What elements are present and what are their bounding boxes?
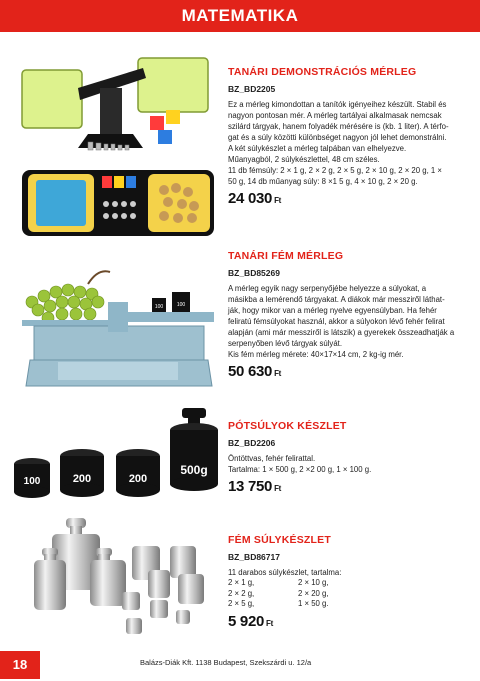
description-line: Kis fém mérleg mérete: 40×17×14 cm, 2 kg-ig mér. bbox=[228, 350, 404, 359]
cast-iron-weights-image bbox=[10, 404, 220, 504]
description-line: A mérleg egyik nagy serpenyőjébe helyezze a súlyokat, a bbox=[228, 284, 427, 293]
product-spare-weights bbox=[228, 420, 468, 495]
section-header bbox=[0, 0, 480, 32]
description-line: Tartalma: 1 × 500 g, 2 ×2 00 g, 1 × 100 g. bbox=[228, 465, 372, 474]
weight-label: 500g bbox=[180, 463, 208, 477]
product-title: FÉM SÚLYKÉSZLET bbox=[228, 534, 331, 546]
contents-item: 2 × 20 g, bbox=[298, 588, 329, 598]
contents-item: 1 × 50 g. bbox=[298, 599, 329, 608]
product-price bbox=[228, 363, 468, 380]
weight-label: 200 bbox=[128, 473, 148, 485]
price-currency: Ft bbox=[274, 369, 282, 378]
price-value: 5 920 bbox=[228, 612, 265, 630]
demonstration-balance-image bbox=[18, 48, 218, 238]
product-title: TANÁRI FÉM MÉRLEG bbox=[228, 250, 344, 262]
product-price bbox=[228, 478, 468, 495]
description-line: alapján (ami már messziről is látszik) a gyerekek összeadhatják a bbox=[228, 328, 455, 337]
product-code: BZ_BD86717 bbox=[228, 552, 280, 562]
product-code: BZ_BD2205 bbox=[228, 84, 276, 94]
contents-item: 2 × 1 g, bbox=[228, 578, 255, 587]
contents-list bbox=[228, 578, 468, 610]
description-line: másikba a lemérendő tárgyakat. A diákok már messziről láthat- bbox=[228, 295, 445, 304]
product-description bbox=[228, 453, 468, 475]
product-metal-balance bbox=[228, 250, 468, 380]
contents-item: 2 × 5 g, bbox=[228, 599, 255, 608]
description-line: feliratú fémsúlyokat használ, akkor a súlyokon lévő fehér felirat bbox=[228, 317, 445, 326]
weight-label: 200 bbox=[72, 473, 92, 485]
page-number: 18 bbox=[0, 651, 40, 679]
description-line: Műanyagból, 2 súlykészlettel, 48 cm széles. bbox=[228, 155, 380, 164]
description-line: nagyon pontosan mér. A mérleg tartályai alkalmasak nemcsak bbox=[228, 111, 442, 120]
description-line: 50 g, 14 db műanyag súly: 8 ×1 5 g, 4 × 10 g, 2 × 20 g. bbox=[228, 177, 418, 186]
product-description bbox=[228, 567, 468, 578]
price-value: 50 630 bbox=[228, 363, 273, 380]
metal-weight-set-image bbox=[30, 514, 220, 642]
contents-item: 2 × 10 g, bbox=[298, 578, 329, 587]
pan-weight-label: 100 bbox=[154, 304, 164, 310]
weight-label: 100 bbox=[23, 476, 41, 487]
pan-weight-label: 100 bbox=[176, 302, 186, 308]
description-line: serpenyőben lévő tárgyak súlyát. bbox=[228, 339, 342, 348]
product-demonstration-balance bbox=[228, 66, 468, 207]
description-line: 11 db fémsúly: 2 × 1 g, 2 × 2 g, 2 × 5 g, 2 × 10 g, 2 × 20 g, 1 × bbox=[228, 166, 442, 175]
description-line: ják, hogy mikor van a mérleg nyelve egyensúlyban. Ha fehér bbox=[228, 306, 437, 315]
price-currency: Ft bbox=[274, 196, 282, 205]
product-title: TANÁRI DEMONSTRÁCIÓS MÉRLEG bbox=[228, 66, 417, 78]
description-line: gat és a súly közötti különbséget nagyon jól lehet demonstrálni. bbox=[228, 133, 447, 142]
description-line: A két súlykészlet a mérleg talpában van elhelyezve. bbox=[228, 144, 407, 153]
description-line: Öntöttvas, fehér felirattal. bbox=[228, 454, 316, 463]
product-metal-weight-set bbox=[228, 534, 468, 630]
price-currency: Ft bbox=[266, 618, 273, 628]
product-code: BZ_BD2206 bbox=[228, 438, 276, 448]
contents-item: 2 × 2 g, bbox=[228, 588, 255, 598]
description-line: 11 darabos súlykészlet, tartalma: bbox=[228, 568, 342, 577]
product-price bbox=[228, 613, 468, 630]
description-line: szilárd tárgyak, hanem folyadék mérésére is (kb. 1 liter). A térfo- bbox=[228, 122, 449, 131]
product-description bbox=[228, 99, 468, 187]
section-title: MATEMATIKA bbox=[181, 6, 299, 25]
product-price bbox=[228, 190, 468, 207]
description-line: Ez a mérleg kimondottan a tanítók igényeihez készült. Stabil és bbox=[228, 100, 447, 109]
product-title: PÓTSÚLYOK KÉSZLET bbox=[228, 420, 347, 432]
metal-balance-image bbox=[18, 262, 218, 392]
price-currency: Ft bbox=[274, 484, 282, 493]
price-value: 24 030 bbox=[228, 190, 273, 207]
product-description bbox=[228, 283, 468, 360]
product-code: BZ_BD85269 bbox=[228, 268, 280, 278]
publisher-address: Balázs-Diák Kft. 1138 Budapest, Szekszárdi u. 12/a bbox=[140, 658, 312, 667]
price-value: 13 750 bbox=[228, 478, 273, 495]
